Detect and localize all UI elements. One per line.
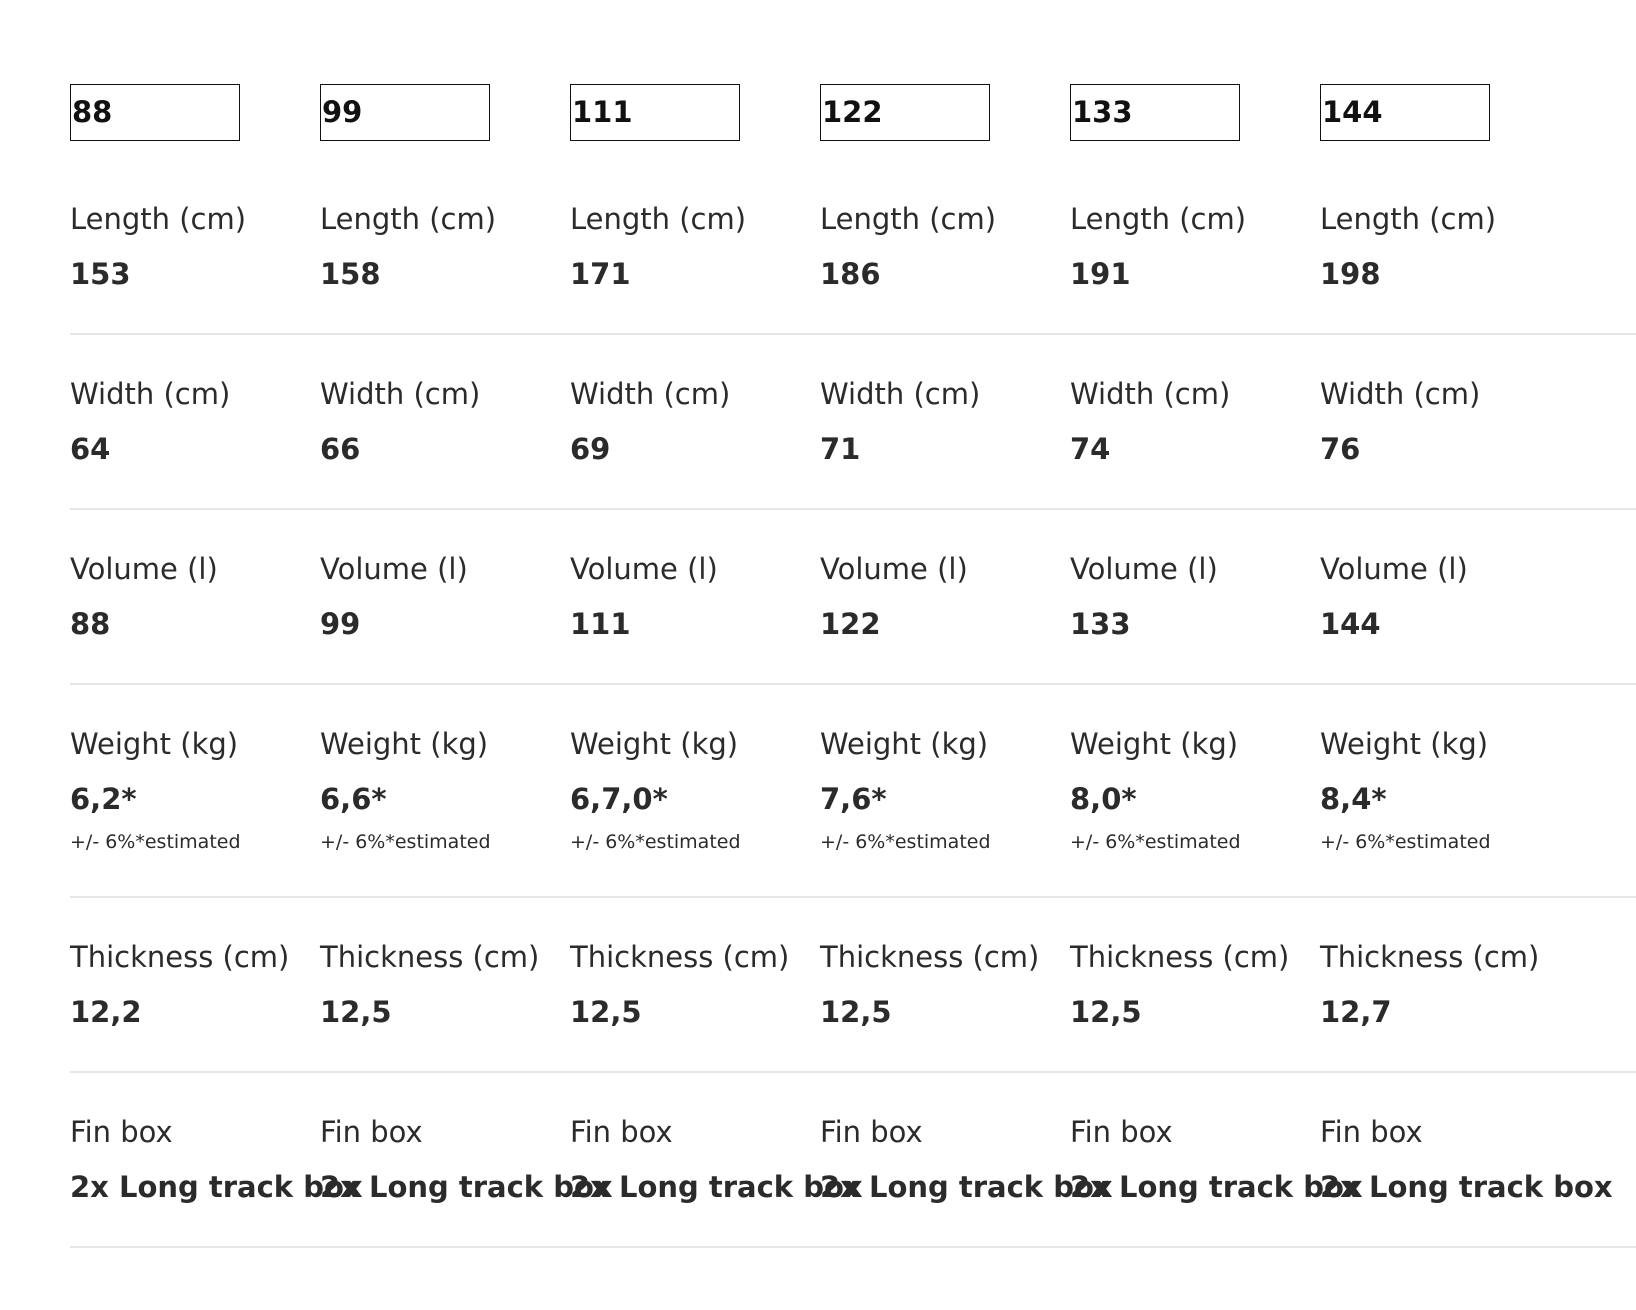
size-button-144[interactable]: 144 <box>1320 84 1490 141</box>
finbox-value: 2x Long track box <box>1320 1170 1613 1204</box>
length-label: Length (cm) <box>1320 202 1497 236</box>
width-label: Width (cm) <box>570 377 731 411</box>
width-value: 66 <box>320 432 361 466</box>
volume-label: Volume (l) <box>820 552 968 586</box>
weight-label: Weight (kg) <box>1320 727 1489 761</box>
length-cell <box>70 143 320 333</box>
size-column-133 <box>1070 84 1320 143</box>
width-cell <box>1320 335 1570 508</box>
size-selector-row <box>70 84 1636 143</box>
weight-label: Weight (kg) <box>320 727 489 761</box>
size-button-88[interactable]: 88 <box>70 84 240 141</box>
thickness-value: 12,5 <box>820 995 892 1029</box>
weight-value: 7,6* <box>820 782 887 816</box>
length-label: Length (cm) <box>820 202 997 236</box>
length-value: 186 <box>820 257 881 291</box>
weight-value: 8,4* <box>1320 782 1387 816</box>
width-value: 64 <box>70 432 111 466</box>
length-value: 153 <box>70 257 131 291</box>
length-value: 158 <box>320 257 381 291</box>
width-value: 74 <box>1070 432 1111 466</box>
volume-cell <box>1320 510 1570 683</box>
finbox-label: Fin box <box>1320 1115 1423 1149</box>
width-label: Width (cm) <box>1070 377 1231 411</box>
thickness-label: Thickness (cm) <box>570 940 790 974</box>
length-value: 198 <box>1320 257 1381 291</box>
volume-value: 111 <box>570 607 631 641</box>
finbox-value: 2x Long track box <box>320 1170 613 1204</box>
weight-cell <box>570 685 820 896</box>
weight-note: +/- 6%*estimated <box>70 831 241 853</box>
length-cell <box>820 143 1070 333</box>
size-button-111[interactable]: 111 <box>570 84 740 141</box>
finbox-value: 2x Long track box <box>70 1170 363 1204</box>
width-label: Width (cm) <box>1320 377 1481 411</box>
finbox-cell <box>1070 1073 1363 1246</box>
thickness-cell <box>820 898 1070 1071</box>
size-button-99[interactable]: 99 <box>320 84 490 141</box>
weight-label: Weight (kg) <box>820 727 989 761</box>
finbox-label: Fin box <box>1070 1115 1173 1149</box>
finbox-label: Fin box <box>70 1115 173 1149</box>
thickness-label: Thickness (cm) <box>820 940 1040 974</box>
width-label: Width (cm) <box>70 377 231 411</box>
size-button-122[interactable]: 122 <box>820 84 990 141</box>
length-cell <box>570 143 820 333</box>
size-column-99 <box>320 84 570 143</box>
thickness-label: Thickness (cm) <box>1320 940 1540 974</box>
volume-value: 88 <box>70 607 111 641</box>
length-cell <box>1070 143 1320 333</box>
weight-value: 6,2* <box>70 782 137 816</box>
width-value: 71 <box>820 432 861 466</box>
width-value: 69 <box>570 432 611 466</box>
finbox-row <box>70 1073 1636 1248</box>
finbox-value: 2x Long track box <box>1070 1170 1363 1204</box>
thickness-label: Thickness (cm) <box>320 940 540 974</box>
thickness-value: 12,5 <box>570 995 642 1029</box>
thickness-value: 12,2 <box>70 995 142 1029</box>
volume-value: 133 <box>1070 607 1131 641</box>
volume-cell <box>820 510 1070 683</box>
thickness-cell <box>1320 898 1570 1071</box>
weight-row <box>70 685 1636 898</box>
width-cell <box>1070 335 1320 508</box>
weight-note: +/- 6%*estimated <box>320 831 491 853</box>
length-label: Length (cm) <box>570 202 747 236</box>
length-label: Length (cm) <box>70 202 247 236</box>
size-column-111 <box>570 84 820 143</box>
weight-cell <box>820 685 1070 896</box>
volume-cell <box>320 510 570 683</box>
finbox-cell <box>570 1073 863 1246</box>
volume-label: Volume (l) <box>1070 552 1218 586</box>
length-cell <box>1320 143 1570 333</box>
length-cell <box>320 143 570 333</box>
length-row <box>70 143 1636 335</box>
finbox-label: Fin box <box>320 1115 423 1149</box>
finbox-label: Fin box <box>820 1115 923 1149</box>
thickness-cell <box>570 898 820 1071</box>
volume-row <box>70 510 1636 685</box>
weight-label: Weight (kg) <box>570 727 739 761</box>
length-value: 191 <box>1070 257 1131 291</box>
length-label: Length (cm) <box>320 202 497 236</box>
weight-cell <box>1320 685 1570 896</box>
weight-label: Weight (kg) <box>70 727 239 761</box>
size-column-122 <box>820 84 1070 143</box>
spec-table <box>70 84 1636 1248</box>
finbox-cell <box>70 1073 363 1246</box>
weight-label: Weight (kg) <box>1070 727 1239 761</box>
weight-note: +/- 6%*estimated <box>1070 831 1241 853</box>
finbox-cell <box>1320 1073 1613 1246</box>
width-cell <box>70 335 320 508</box>
thickness-label: Thickness (cm) <box>70 940 290 974</box>
width-row <box>70 335 1636 510</box>
volume-label: Volume (l) <box>70 552 218 586</box>
finbox-cell <box>320 1073 613 1246</box>
thickness-cell <box>320 898 570 1071</box>
width-label: Width (cm) <box>820 377 981 411</box>
width-label: Width (cm) <box>320 377 481 411</box>
width-cell <box>570 335 820 508</box>
volume-cell <box>70 510 320 683</box>
weight-cell <box>70 685 320 896</box>
size-column-144 <box>1320 84 1570 143</box>
volume-cell <box>1070 510 1320 683</box>
volume-value: 122 <box>820 607 881 641</box>
volume-label: Volume (l) <box>570 552 718 586</box>
finbox-value: 2x Long track box <box>570 1170 863 1204</box>
thickness-row <box>70 898 1636 1073</box>
volume-label: Volume (l) <box>320 552 468 586</box>
finbox-value: 2x Long track box <box>820 1170 1113 1204</box>
weight-note: +/- 6%*estimated <box>570 831 741 853</box>
thickness-cell <box>1070 898 1320 1071</box>
weight-value: 6,6* <box>320 782 387 816</box>
thickness-label: Thickness (cm) <box>1070 940 1290 974</box>
weight-value: 8,0* <box>1070 782 1137 816</box>
finbox-label: Fin box <box>570 1115 673 1149</box>
thickness-value: 12,5 <box>320 995 392 1029</box>
weight-value: 6,7,0* <box>570 782 668 816</box>
weight-note: +/- 6%*estimated <box>820 831 991 853</box>
width-value: 76 <box>1320 432 1361 466</box>
size-column-88 <box>70 84 320 143</box>
length-label: Length (cm) <box>1070 202 1247 236</box>
thickness-value: 12,7 <box>1320 995 1392 1029</box>
volume-value: 144 <box>1320 607 1381 641</box>
weight-cell <box>1070 685 1320 896</box>
finbox-cell <box>820 1073 1113 1246</box>
volume-cell <box>570 510 820 683</box>
weight-note: +/- 6%*estimated <box>1320 831 1491 853</box>
size-button-133[interactable]: 133 <box>1070 84 1240 141</box>
weight-cell <box>320 685 570 896</box>
volume-label: Volume (l) <box>1320 552 1468 586</box>
volume-value: 99 <box>320 607 361 641</box>
length-value: 171 <box>570 257 631 291</box>
thickness-value: 12,5 <box>1070 995 1142 1029</box>
width-cell <box>320 335 570 508</box>
thickness-cell <box>70 898 320 1071</box>
width-cell <box>820 335 1070 508</box>
